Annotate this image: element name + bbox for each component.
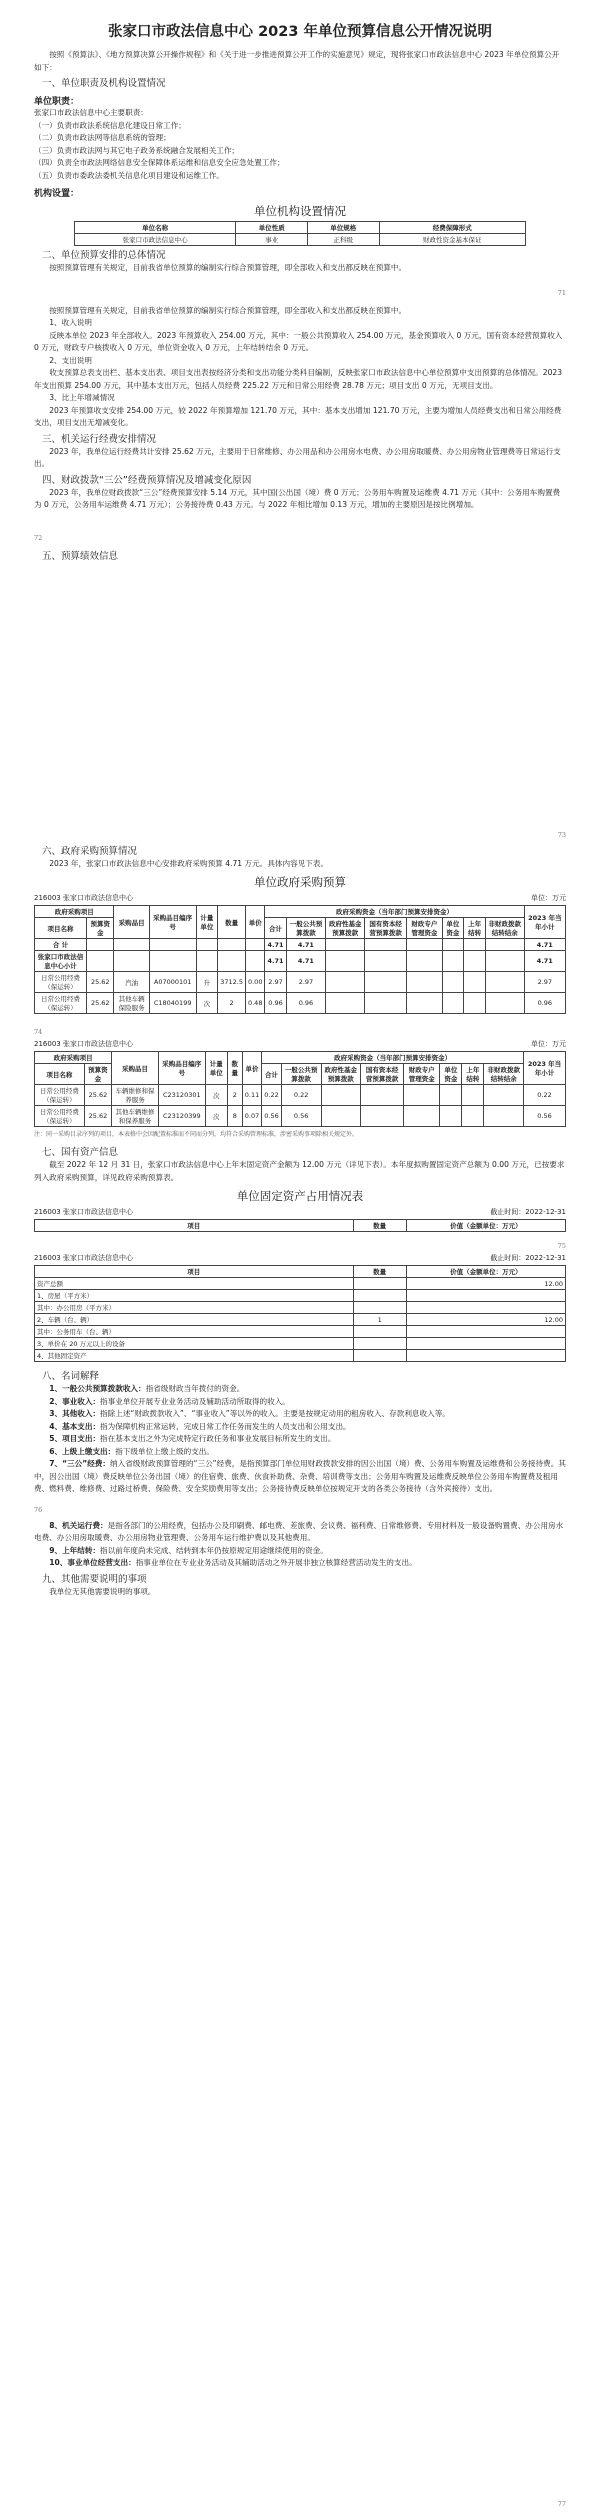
table-cell: 升 [196,972,218,993]
table-cell [464,993,486,1014]
table-cell: 张家口市政法信息中心小计 [35,951,87,972]
table-cell [464,951,486,972]
section-9-heading: 九、其他需要说明的事项 [42,1573,147,1585]
proc-header-state: 国有资本经营预算拨款 [361,1064,404,1085]
proc-header-y2023: 2023 年当年小计 [524,906,565,939]
procurement-row [35,951,566,972]
definition-term: 1、一般公共预算拨款收入： [49,1384,146,1393]
table-cell [365,972,407,993]
expense-text: 收支预算总表支出栏、基本支出表、项目支出表按经济分类和支出功能分类科目编制，反映张家口市政法信息中心单位预算中支出预算的总体情况。2023 年支出预算 254.00 万元，其中基本支出万元，包括人员经费 225.22 万元和日常公用经费 28.78 万元；项目支出 0 万元，无项目支出。 [34,368,563,390]
procurement-row [35,972,566,993]
section-3-text: 2023 年，我单位运行经费共计安排 25.62 万元，主要用于日常维修、办公用品和办公用房水电费、办公用房取暖费、办公用房物业管理费等日常运行支出。 [34,446,561,468]
proc-header-fund-group: 政府采购资金（当年部门预算安排资金） [265,906,524,918]
section-3-heading: 三、机关运行经费安排情况 [42,433,157,445]
table-cell [365,951,407,972]
table-cell: 2 [227,1085,242,1106]
proc-header-fund-budget: 政府性基金预算拨款 [321,1064,361,1085]
org-cell: 张家口市政法信息中心 [74,234,236,246]
table-cell: 4.71 [265,939,286,951]
proc-header-general: 一般公共预算拨款 [281,1064,321,1085]
definition-term: 2、事业收入： [49,1396,101,1406]
table-cell [196,951,218,972]
proc-header-total: 合计 [265,918,286,939]
definition-text: 指除上述“财政拨款收入”、“事业收入”等以外的收入。主要是按规定动用的租房收入、存款利息收入等。 [100,1409,450,1418]
proc-header-qty: 数量 [218,906,246,939]
table-cell [485,951,524,972]
asset-col-header: 数量 [353,1220,406,1232]
table-cell: 0.96 [286,993,326,1014]
org-cell: 事业 [236,234,308,246]
proc-header-state: 国有资本经营预算拨款 [365,918,407,939]
asset-col-header: 数量 [353,1266,406,1278]
table-cell [149,951,196,972]
definition-term: 10、事业单位经营支出： [49,1558,136,1567]
proc-header-measure: 计量单位 [196,906,218,939]
asset-table-title: 单位固定资产占用情况表 [236,1189,364,1203]
table-cell: 0.56 [262,1106,281,1127]
table-cell [442,972,464,993]
table-cell [464,939,486,951]
section-5-heading: 五、预算绩效信息 [42,550,119,562]
asset-unit-code: 216003 张家口市政法信息中心 [34,1254,133,1262]
table-cell [196,939,218,951]
section-8-heading: 八、名词解释 [42,1371,100,1382]
page-number: 76 [34,1505,43,1514]
table-cell: 1 [353,1314,406,1326]
table-cell [326,951,365,972]
org-col-header: 经费保障形式 [379,222,526,234]
table-cell: 日常公用经费（保运转） [35,1085,85,1106]
table-cell: 0.07 [242,1106,261,1127]
org-table [74,221,526,246]
definition-item [34,1433,566,1446]
table-cell: 4.71 [524,939,565,951]
table-cell: 0.22 [281,1085,321,1106]
procurement-unit: 单位：万元 [531,1040,566,1048]
table-cell: 4.71 [524,951,565,972]
table-cell [353,1290,406,1302]
table-cell: 12.00 [406,1314,565,1326]
section-6-heading: 六、政府采购预算情况 [42,845,138,857]
table-cell: 0.22 [524,1085,566,1106]
table-cell [442,951,464,972]
org-table-title: 单位机构设置情况 [254,204,346,218]
proc-header-price: 单价 [245,906,264,939]
table-cell: 2 [218,993,246,1014]
proc-header-catalog: 采购品目编序号 [158,1052,205,1085]
section-1-heading: 一、单位职责及机构设置情况 [42,78,166,89]
intro-paragraph: 按照《预算法》、《地方预算决算公开操作规程》和《关于进一步推进预算公开工作的实施意见》规定，现将张家口市政法信息中心 2023 年单位预算公开如下： [34,50,560,72]
table-cell [245,951,264,972]
table-cell: 日常公用经费（保运转） [35,1106,85,1127]
table-cell: 其他车辆维修和保养服务 [112,1106,159,1127]
section-6-text: 2023 年，张家口市政法信息中心安排政府采购预算 4.71 万元。具体内容见下表。 [49,858,329,868]
table-cell: 日常公用经费（保运转） [35,972,87,993]
definition-item [34,1396,566,1409]
table-cell: 25.62 [87,993,114,1014]
table-cell [361,1106,404,1127]
table-cell [321,1106,361,1127]
section-7-text: 截至 2022 年 12 月 31 日，张家口市政法信息中心上年末固定资产金额为 12.00 万元（详见下表）。本年度拟购置固定资产总额为 0.00 万元，已按要求列入政府采购预算，详见政府采购预算表。 [34,1160,565,1182]
table-cell: 4.71 [265,951,286,972]
section-2-text-repeat: 按照预算管理有关规定，目前我省单位预算的编制实行综合预算管理，即全部收入和支出都反映在预算中。 [49,305,407,315]
table-cell [462,1085,484,1106]
definition-item [34,1421,566,1434]
asset-row [35,1326,566,1338]
table-cell [326,972,365,993]
procurement-note: 注：同一采购目录序列的项目，本表格中会因配置标准而不同而分列，均符合采购管理标准，涉密采购事项除相关规定外。 [34,1131,359,1138]
table-cell: 其他车辆保险服务 [114,993,149,1014]
definition-term: 5、项目支出： [49,1434,101,1443]
asset-row [35,1338,566,1350]
proc-header-proj-name: 项目名称 [35,1064,85,1085]
asset-row [35,1314,566,1326]
proc-header-price: 单价 [242,1052,261,1085]
proc-header-proj-name: 项目名称 [35,918,87,939]
org-cell: 财政性资金基本保证 [379,234,526,246]
table-cell: 12.00 [406,1278,565,1290]
proc-header-y2023: 2023 年当年小计 [524,1052,566,1085]
definition-item [34,1383,566,1396]
income-text: 反映本单位 2023 年全部收入。2023 年预算收入 254.00 万元，其中：一般公共预算收入 254.00 万元，基金预算收入 0 万元，国有资本经营预算收入 0 万元，财政专户核拨收入 0 万元，单位资金收入 0 万元，上年结转结余 0 万元。 [34,330,563,352]
procurement-row [35,993,566,1014]
definition-text: 指事业单位开展专业业务活动及辅助活动所取得的收入。 [100,1396,290,1406]
table-cell [87,939,114,951]
table-cell: 其中：公务用车（台、辆） [35,1326,354,1338]
table-cell: 3712.5 [218,972,246,993]
page-number: 72 [34,533,43,542]
table-cell [321,1085,361,1106]
table-cell: 0.96 [265,993,286,1014]
table-cell [406,1290,565,1302]
table-cell: 合 计 [35,939,87,951]
table-cell: 25.62 [87,972,114,993]
table-cell [440,1106,462,1127]
table-cell: 次 [205,1106,227,1127]
definition-text: 指下级单位上缴上级的支出。 [115,1446,214,1456]
proc-header-measure: 计量单位 [205,1052,227,1085]
org-cell: 正科级 [307,234,379,246]
proc-header-carry: 上年结转 [464,918,486,939]
definition-term: 4、基本支出： [49,1421,101,1431]
definition-item [34,1545,566,1558]
asset-unit-code: 216003 张家口市政法信息中心 [34,1208,133,1216]
definition-item [34,1520,566,1545]
expense-heading: 2、支出说明 [49,355,92,365]
proc-header-fund-budget: 政府性基金预算拨款 [326,918,365,939]
definition-item [34,1458,566,1496]
proc-header-total: 合计 [262,1064,281,1085]
table-cell [406,1326,565,1338]
proc-header-fund-group: 政府采购资金（当年部门预算安排资金） [262,1052,524,1064]
table-cell: 0.56 [524,1106,566,1127]
table-cell: 1、房屋（平方米） [35,1290,354,1302]
table-cell: C23120399 [158,1106,205,1127]
proc-header-unit-fund: 单位资金 [440,1064,462,1085]
asset-col-header: 项目 [35,1266,354,1278]
table-cell [440,1085,462,1106]
table-cell [485,993,524,1014]
section-2-text: 按照预算管理有关规定，目前我省单位预算的编制实行综合预算管理，即全部收入和支出都反映在预算中。 [49,263,407,272]
table-cell: 2.97 [286,972,326,993]
table-cell: C18040199 [149,993,196,1014]
proc-header-general: 一般公共预算拨款 [286,918,326,939]
definition-text: 指以前年度尚未完成、结转到本年仍按原规定用途继续使用的资金。 [100,1545,328,1555]
section-9-text: 我单位无其他需要说明的事项。 [49,1586,156,1596]
definition-text: 是指各部门的公用经费，包括办公及印刷费、邮电费、差旅费、会议费、福利费、日常维修费、专用材料及一般设备购置费、办公用房水电费、办公用房取暖费、办公用房物业管理费、公务用车运行维护费以及其他费用。 [34,1520,564,1542]
table-cell [442,993,464,1014]
procurement-row [35,1085,566,1106]
section-2-heading: 二、单位预算安排的总体情况 [42,250,166,261]
asset-row [35,1290,566,1302]
proc-header-project: 政府采购项目 [35,1052,112,1064]
asset-col-header: 价值（金额单位：万元） [406,1266,565,1278]
table-cell: 25.62 [84,1106,112,1127]
table-cell [485,939,524,951]
page-number: 75 [557,1242,566,1250]
definition-item [34,1557,566,1570]
table-cell: 4.71 [286,939,326,951]
table-cell: C23120301 [158,1085,205,1106]
table-cell [353,1302,406,1314]
procurement-table-continued [34,1051,566,1127]
duty-item: （五）负责市委政法委机关信息化项目建设和运维工作。 [34,170,224,180]
table-cell: 次 [205,1085,227,1106]
table-cell [361,1085,404,1106]
proc-header-catalog: 采购品目编序号 [149,906,196,939]
proc-header-qty: 数量 [227,1052,242,1085]
definition-term: 6、上级上缴支出： [49,1446,116,1456]
table-cell [484,1085,524,1106]
org-heading: 机构设置： [34,189,80,199]
page-number: 74 [34,1028,43,1036]
table-cell [218,951,246,972]
table-cell [407,939,442,951]
page-number: 71 [557,288,566,297]
definition-text: 指事业单位在专业业务活动及其辅助活动之外开展非独立核算经营活动发生的支出。 [135,1558,417,1567]
change-text: 2023 年预算收支安排 254.00 万元，较 2022 年预算增加 121.70 万元，其中：基本支出增加 121.70 万元，主要为增加人员经费支出和日常公用经费支出，项目支出无增减变化。 [34,405,562,427]
table-cell: 其中：办公用房（平方米） [35,1302,354,1314]
definition-term: 3、其他收入： [49,1409,101,1418]
table-cell: 资产总额 [35,1278,354,1290]
table-cell: 0.11 [242,1085,261,1106]
table-cell: 0.56 [281,1106,321,1127]
section-7-heading: 七、国有资产信息 [42,1147,119,1158]
definition-term: 7、“三公”经费： [49,1459,111,1468]
proc-header-carry: 上年结转 [462,1064,484,1085]
proc-header-nonfiscal: 非财政拨款结转结余 [485,918,524,939]
change-heading: 3、比上年增减情况 [49,393,115,402]
table-cell [484,1106,524,1127]
procurement-row [35,939,566,951]
duty-heading: 单位职责： [34,97,80,107]
definition-term: 9、上年结转： [49,1545,101,1555]
table-cell: 2.97 [524,972,565,993]
table-cell: 日常公用经费（保运转） [35,993,87,1014]
table-cell [442,939,464,951]
definition-item [34,1408,566,1421]
table-cell [485,972,524,993]
table-cell [353,1278,406,1290]
table-cell [404,1085,440,1106]
table-cell: 次 [196,993,218,1014]
table-cell: 0.96 [524,993,565,1014]
duty-item: （三）负责市政法网与其它电子政务系统融合发展相关工作； [34,145,240,155]
table-cell [406,1350,565,1362]
document-page [0,20,600,2520]
procurement-row [35,1106,566,1127]
asset-date: 截止时间：2022-12-31 [490,1254,566,1262]
table-cell: 0.22 [262,1085,281,1106]
table-cell [114,939,149,951]
table-cell: 0.48 [245,993,264,1014]
asset-col-header: 价值（金额单位：万元） [406,1220,565,1232]
table-cell [149,939,196,951]
proc-header-special: 财政专户管理资金 [404,1064,440,1085]
org-col-header: 单位性质 [236,222,308,234]
definition-text: 指在基本支出之外为完成特定行政任务和事业发展目标所发生的支出。 [100,1434,336,1443]
table-cell: 25.62 [84,1085,112,1106]
table-cell: 车辆维修和保养服务 [112,1085,159,1106]
table-cell: 4.71 [286,951,326,972]
section-4-heading: 四、财政拨款“三公”经费预算情况及增减变化原因 [42,474,252,486]
table-cell: 4、其他固定资产 [35,1350,354,1362]
table-cell [462,1106,484,1127]
definition-term: 8、机关运行费： [49,1520,108,1530]
org-col-header: 单位规格 [307,222,379,234]
table-cell: 0.00 [245,972,264,993]
income-heading: 1、收入说明 [49,318,92,327]
table-cell: A07000101 [149,972,196,993]
procurement-table-title: 单位政府采购预算 [254,875,346,889]
duty-item: （二）负责市政法网等信息系统的管理； [34,133,171,142]
duty-item: （四）负责全市政法网络信息安全保障体系运维和信息安全应急处置工作； [34,158,285,167]
asset-date: 截止时间：2022-12-31 [490,1208,566,1216]
table-cell [404,1106,440,1127]
page-number: 73 [557,830,566,839]
procurement-unit: 单位：万元 [531,894,566,902]
procurement-table [34,905,566,1014]
definition-item [34,1446,566,1459]
table-cell: 3、单价在 20 万元以上的设备 [35,1338,354,1350]
table-cell [464,972,486,993]
table-cell: 8 [227,1106,242,1127]
table-cell [353,1326,406,1338]
asset-row [35,1350,566,1362]
table-cell [406,1338,565,1350]
table-cell [407,972,442,993]
table-cell: 2.97 [265,972,286,993]
duty-lead: 张家口市政法信息中心主要职责： [34,108,148,117]
table-cell [365,939,407,951]
proc-header-project: 政府采购项目 [35,906,114,918]
proc-header-budget: 预算资金 [84,1064,112,1085]
asset-table [34,1265,566,1362]
definition-text: 纳入省级财政预算管理的“三公”经费，是指预算部门单位用财政拨款安排的因公出国（境）费、公务用车购置及运维费和公务接待费。其中，因公出国（境）费反映单位公务出国（境）的住宿费、旅费、伙食补助费、杂费、培训费等支出；公务用车购置及运维费反映单位公务用车购置费及租用费、燃料费、维修费、过路过桥费、保险费、安全奖励费用等支出；公务接待费反映单位按规定开支的各类公务接待（含外宾接待）支出。 [34,1459,566,1493]
table-cell [407,951,442,972]
table-cell [406,1302,565,1314]
proc-header-budget: 预算资金 [87,918,114,939]
table-cell [326,993,365,1014]
table-cell [87,951,114,972]
page-number: 77 [557,2500,566,2508]
table-cell [353,1338,406,1350]
asset-row [35,1302,566,1314]
proc-header-item: 采购品目 [112,1052,159,1085]
definition-text: 指省级财政当年拨付的资金。 [145,1384,245,1393]
table-cell [407,993,442,1014]
procurement-unit-code: 216003 张家口市政法信息中心 [34,894,133,902]
table-cell [245,939,264,951]
table-cell [326,939,365,951]
section-4-text: 2023 年，我单位财政拨款“三公”经费预算安排 5.14 万元，其中国(公出国（境）费 0 万元；公务用车购置及运维费 4.71 万元（其中：公务用车购置费为 0 万元，公务用车运维费 4.71 万元）；公务接待费 0.43 万元。与 2022 年相比增加 0.13 万元，增加的主要原因是按比例增加。 [34,487,561,509]
table-cell: 2、车辆（台、辆） [35,1314,354,1326]
procurement-unit-code: 216003 张家口市政法信息中心 [34,1040,133,1048]
asset-table-header [34,1219,566,1232]
asset-row [35,1278,566,1290]
proc-header-special: 财政专户管理资金 [407,918,442,939]
proc-header-unit-fund: 单位资金 [442,918,464,939]
org-col-header: 单位名称 [74,222,236,234]
table-cell [114,951,149,972]
asset-col-header: 项目 [35,1220,354,1232]
proc-header-item: 采购品目 [114,906,149,939]
proc-header-nonfiscal: 非财政拨款结转结余 [484,1064,524,1085]
duty-item: （一）负责市政法系统信息化建设日常工作； [34,120,186,130]
table-cell [365,993,407,1014]
document-title: 张家口市政法信息中心 2023 年单位预算信息公开情况说明 [108,24,492,40]
table-cell [218,939,246,951]
table-cell [353,1350,406,1362]
table-cell: 汽油 [114,972,149,993]
definition-text: 指为保障机构正常运转、完成日常工作任务而发生的人员支出和公用支出。 [100,1421,351,1431]
